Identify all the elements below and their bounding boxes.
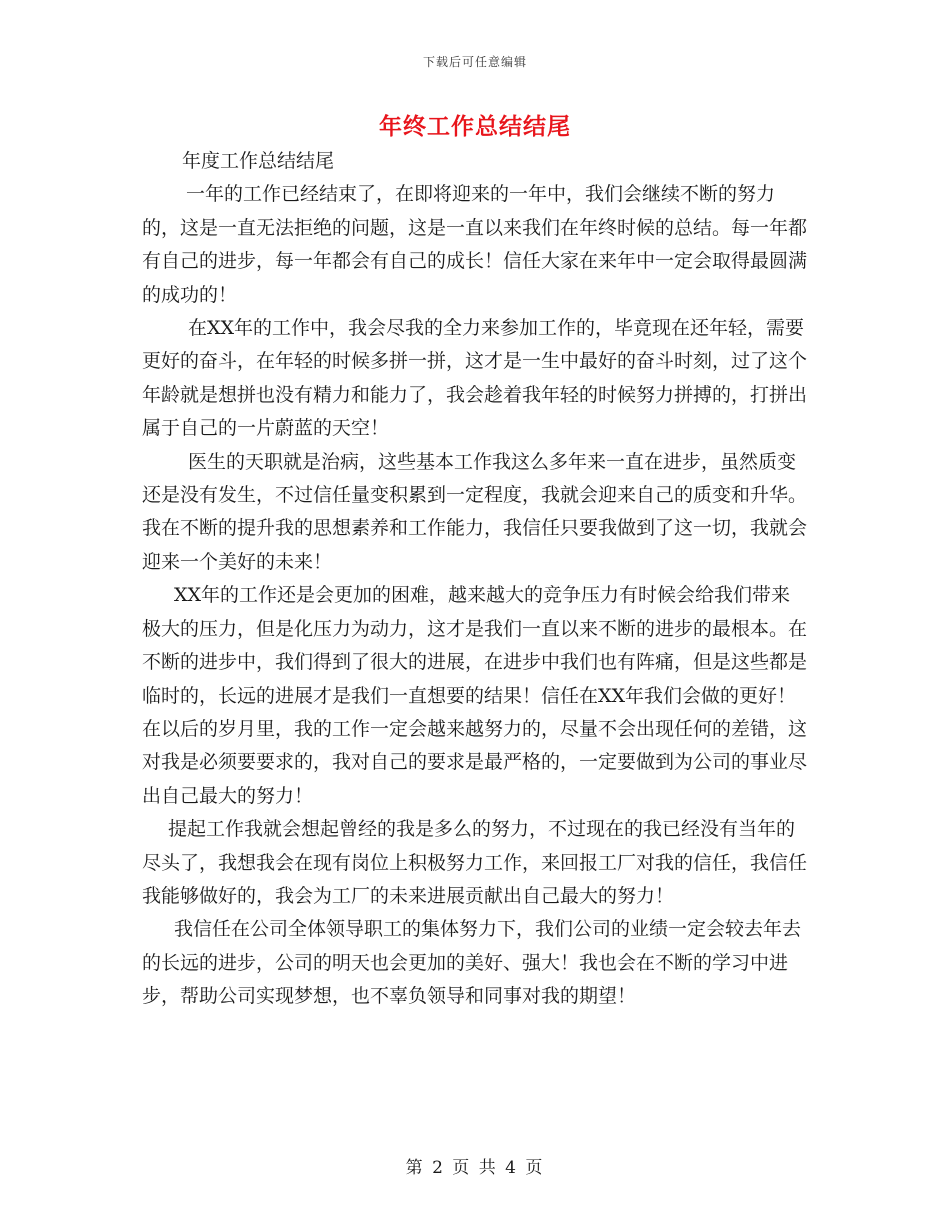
- paragraph-subtitle: 年度工作总结结尾: [182, 150, 335, 172]
- paragraph: 在以后的岁月里，我的工作一定会越来越努力的，尽量不会出现任何的差错，这对我是必须要要求的，我对自己的要求是最严格的，一定要做到为公司的事业尽出自己最大的努力！: [142, 717, 808, 807]
- page-number-footer: 第 2 页 共 4 页: [405, 1158, 545, 1178]
- paragraph: 在XX年的工作中，我会尽我的全力来参加工作的，毕竟现在还年轻，需要更好的奋斗，在年轻的时候多拼一拼，这才是一生中最好的奋斗时刻，过了这个年龄就是想拼也没有精力和能力了，我会趁着我年轻的时候努力拼搏的，打拼出属于自己的一片蔚蓝的天空！: [142, 317, 808, 440]
- paragraph: 提起工作我就会想起曾经的我是多么的努力，不过现在的我已经没有当年的尽头了，我想我会在现有岗位上积极努力工作，来回报工厂对我的信任，我信任我能够做好的，我会为工厂的未来进展贡献出自己最大的努力！: [142, 818, 808, 907]
- document-body: [142, 145, 807, 1014]
- paragraph: 医生的天职就是治病，这些基本工作我这么多年来一直在进步，虽然质变还是没有发生，不过信任量变积累到一定程度，我就会迎来自己的质变和升华。我在不断的提升我的思想素养和工作能力，我信任只要我做到了这一切，我就会迎来一个美好的未来！: [142, 450, 808, 573]
- paragraph: 我信任在公司全体领导职工的集体努力下，我们公司的业绩一定会较去年去的长远的进步，公司的明天也会更加的美好、强大！我也会在不断的学习中进步，帮助公司实现梦想，也不辜负领导和同事对我的期望！: [142, 918, 802, 1008]
- document-title: 年终工作总结结尾: [379, 114, 571, 140]
- paragraph: 一年的工作已经结束了，在即将迎来的一年中，我们会继续不断的努力的，这是一直无法拒绝的问题，这是一直以来我们在年终时候的总结。每一年都有自己的进步，每一年都会有自己的成长！信任大家在来年中一定会取得最圆满的成功的！: [142, 183, 808, 306]
- page-header-note: 下载后可任意编辑: [422, 55, 527, 69]
- paragraph: XX年的工作还是会更加的困难，越来越大的竞争压力有时候会给我们带来极大的压力，但是化压力为动力，这才是我们一直以来不断的进步的最根本。在不断的进步中，我们得到了很大的进展，在进步中我们也有阵痛，但是这些都是临时的，长远的进展才是我们一直想要的结果！信任在XX年我们会做的更好！: [142, 584, 808, 707]
